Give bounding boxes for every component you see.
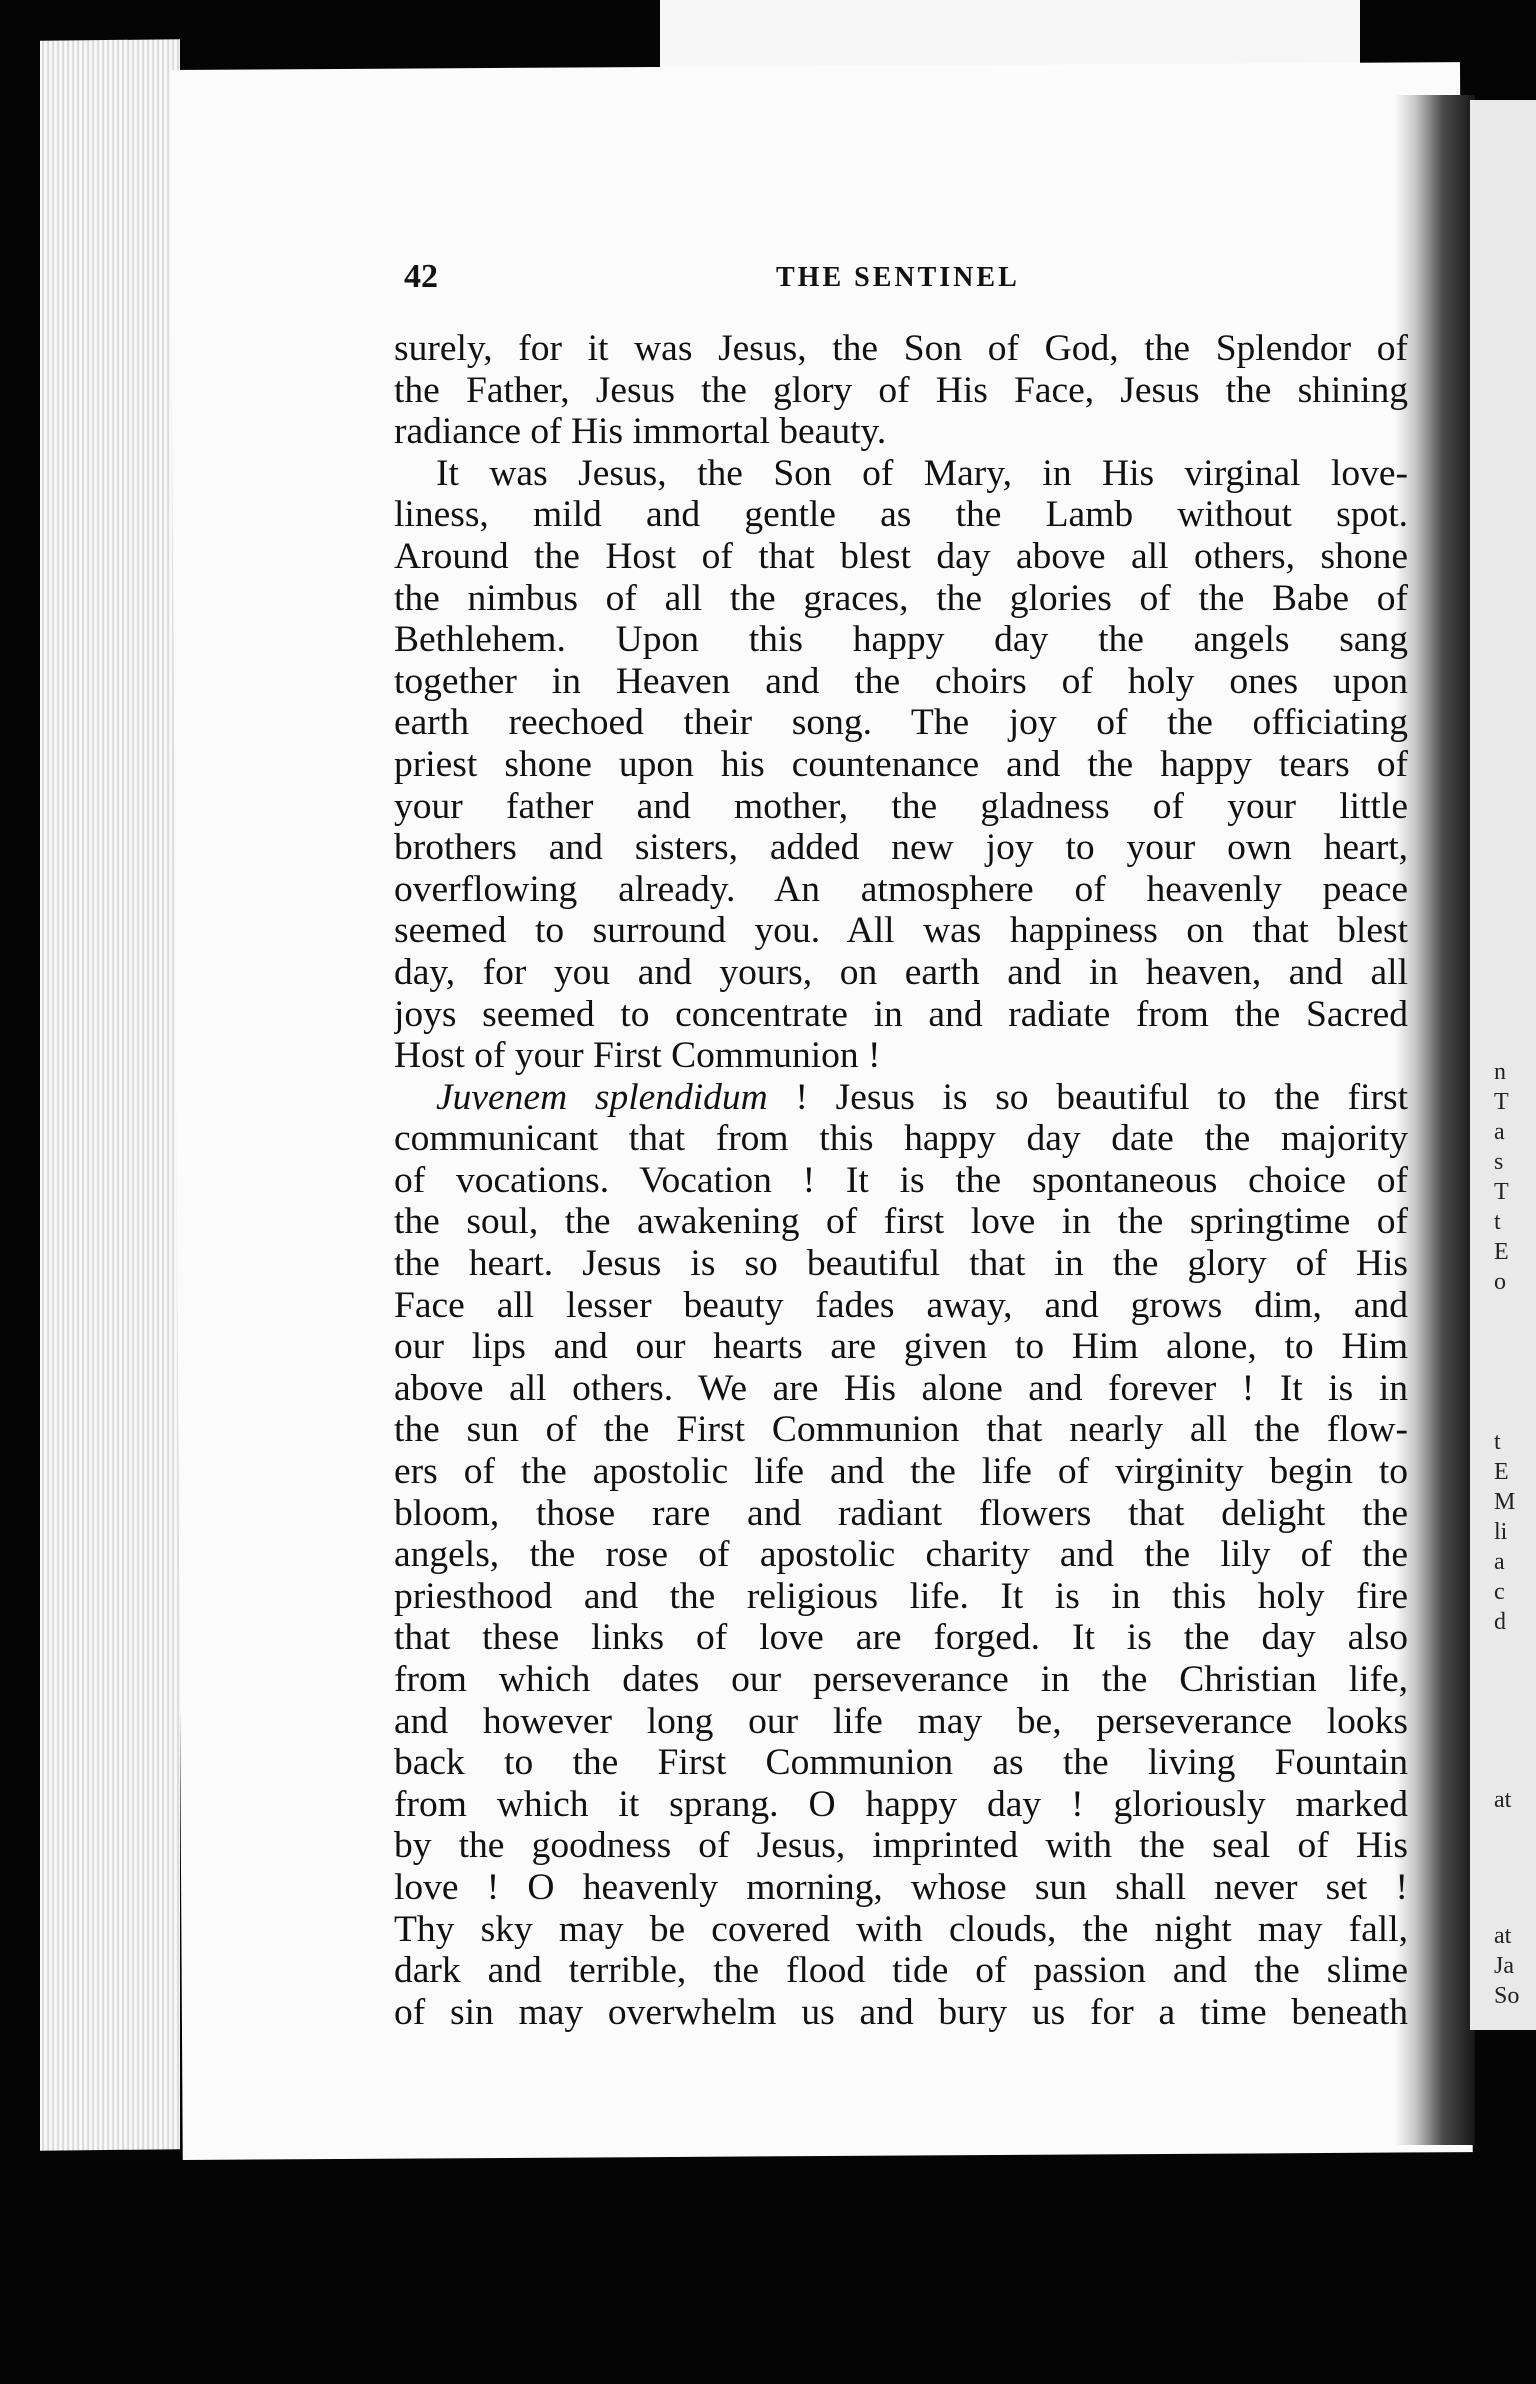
facing-page-fragment: o xyxy=(1494,1269,1506,1295)
text-line: the nimbus of all the graces, the glories of the Babe of xyxy=(394,577,1408,619)
facing-page-fragment: So xyxy=(1494,1983,1520,2009)
text-line: by the goodness of Jesus, imprinted with the seal of His xyxy=(394,1825,1408,1867)
text-line: communicant that from this happy day date the majority xyxy=(394,1118,1408,1160)
text-line: back to the First Communion as the living Fountain xyxy=(394,1742,1408,1784)
text-line: overflowing already. An atmosphere of heavenly peace xyxy=(394,868,1408,910)
text-line: It was Jesus, the Son of Mary, in His virginal love- xyxy=(436,452,1408,494)
text-line: earth reechoed their song. The joy of the officiating xyxy=(394,702,1408,744)
text-line: brothers and sisters, added new joy to your own heart, xyxy=(394,827,1408,869)
page-number: 42 xyxy=(404,258,438,295)
facing-page-fragment: M xyxy=(1494,1489,1516,1515)
text-line: radiance of His immortal beauty. xyxy=(394,411,887,453)
text-line: priest shone upon his countenance and the happy tears of xyxy=(394,743,1408,785)
facing-page-fragment: c xyxy=(1494,1579,1505,1605)
text-line: together in Heaven and the choirs of holy ones upon xyxy=(394,660,1408,702)
facing-page-fragment: a xyxy=(1494,1549,1505,1575)
text-line: Host of your First Communion ! xyxy=(394,1035,881,1077)
facing-page-fragment: li xyxy=(1494,1519,1508,1545)
text-line: the soul, the awakening of first love in the springtime of xyxy=(394,1201,1408,1243)
text-line: Thy sky may be covered with clouds, the night may fall, xyxy=(394,1908,1408,1950)
text-line: of vocations. Vocation ! It is the spontaneous choice of xyxy=(394,1159,1408,1201)
text-line: love ! O heavenly morning, whose sun shall never set ! xyxy=(394,1866,1408,1908)
running-title: THE SENTINEL xyxy=(776,262,1020,293)
text-line: that these links of love are forged. It is the day also xyxy=(394,1617,1408,1659)
text-line: from which dates our perseverance in the Christian life, xyxy=(394,1659,1408,1700)
facing-page-fragment: at xyxy=(1494,1787,1512,1813)
italic-phrase: Juvenem splendidum xyxy=(436,1076,768,1118)
text-line: the heart. Jesus is so beautiful that in the glory of His xyxy=(394,1243,1408,1285)
text-line: priesthood and the religious life. It is in this holy fire xyxy=(394,1575,1408,1617)
text-line: angels, the rose of apostolic charity and the lily of the xyxy=(394,1534,1408,1576)
facing-page-fragment: s xyxy=(1494,1149,1504,1175)
body-text xyxy=(394,328,1408,2033)
text-line: Face all lesser beauty fades away, and grows dim, and xyxy=(394,1284,1408,1326)
facing-page-fragment: E xyxy=(1494,1459,1509,1485)
text-line: day, for you and yours, on earth and in heaven, and all xyxy=(394,951,1408,993)
page-header xyxy=(404,258,1404,302)
text-line: bloom, those rare and radiant flowers that delight the xyxy=(394,1492,1408,1534)
text-line: from which it sprang. O happy day ! gloriously marked xyxy=(394,1783,1408,1825)
facing-page-fragment: T xyxy=(1494,1089,1509,1115)
facing-page-fragment: Ja xyxy=(1494,1953,1514,1979)
text-line: our lips and our hearts are given to Him alone, to Him xyxy=(394,1326,1408,1368)
text-line: surely, for it was Jesus, the Son of God, the Splendor of xyxy=(394,328,1408,369)
text-line-rest: ! Jesus is so beautiful to the first xyxy=(795,1076,1408,1118)
facing-page-fragment: at xyxy=(1494,1923,1512,1949)
facing-page-fragment: n xyxy=(1494,1059,1506,1085)
book-page-edges xyxy=(40,39,180,2150)
text-line: Around the Host of that blest day above all others, shone xyxy=(394,535,1408,577)
text-line: Bethlehem. Upon this happy day the angels sang xyxy=(394,619,1408,661)
text-line: seemed to surround you. All was happiness on that blest xyxy=(394,910,1408,952)
text-line: dark and terrible, the flood tide of passion and the slime xyxy=(394,1950,1408,1992)
facing-page-fragment: t xyxy=(1494,1209,1501,1235)
facing-page-fragment: E xyxy=(1494,1239,1509,1265)
facing-page-fragment: t xyxy=(1494,1429,1501,1455)
text-line: your father and mother, the gladness of your little xyxy=(394,785,1408,827)
text-line: and however long our life may be, perseverance looks xyxy=(394,1700,1408,1742)
text-line: the sun of the First Communion that nearly all the flow- xyxy=(394,1409,1408,1451)
text-line: the Father, Jesus the glory of His Face, Jesus the shining xyxy=(394,369,1408,411)
text-line-italic-lead xyxy=(394,1077,1408,1119)
facing-page-fragment: T xyxy=(1494,1179,1509,1205)
text-line: above all others. We are His alone and forever ! It is in xyxy=(394,1367,1408,1409)
text-line: of sin may overwhelm us and bury us for a time beneath xyxy=(394,1991,1408,2033)
facing-page-fragment: a xyxy=(1494,1119,1505,1145)
text-line: joys seemed to concentrate in and radiate from the Sacred xyxy=(394,993,1408,1035)
text-line: ers of the apostolic life and the life of virginity begin to xyxy=(394,1451,1408,1493)
text-line: liness, mild and gentle as the Lamb without spot. xyxy=(394,494,1408,536)
facing-page-fragment: d xyxy=(1494,1609,1506,1635)
